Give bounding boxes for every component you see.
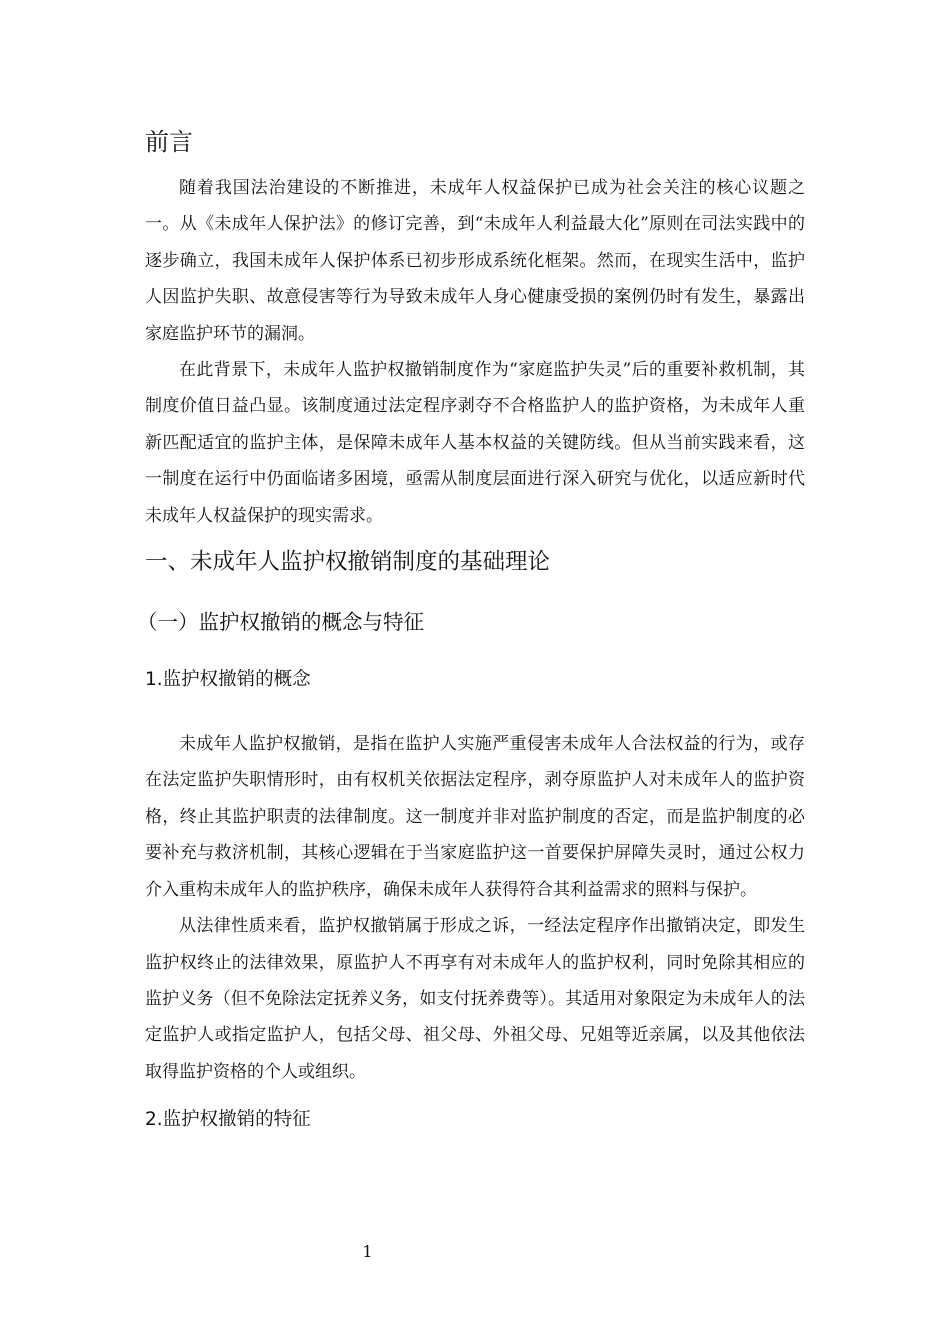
item-2-heading: 2.监护权撤销的特征 [145,1109,311,1131]
preface-paragraph-2: 在此背景下，未成年人监护权撤销制度作为“家庭监护失灵”后的重要补救机制，其制度价值日益凸显。该制度通过法定程序剥夺不合格监护人的监护资格，为未成年人重新匹配适宜的监护主体，是保障未成年人基本权益的关键防线。但从当前实践来看，这一制度在运行中仍面临诸多困境，亟需从制度层面进行深入研究与优化，以适应新时代未成年人权益保护的现实需求。 [145,360,805,526]
item-1-heading: 1.监护权撤销的概念 [145,669,311,691]
section-1-heading: 一、未成年人监护权撤销制度的基础理论 [145,549,551,576]
preface-heading: 前言 [145,128,193,156]
item-1-paragraph-1: 未成年人监护权撤销，是指在监护人实施严重侵害未成年人合法权益的行为，或存在法定监护失职情形时，由有权机关依据法定程序，剥夺原监护人对未成年人的监护资格，终止其监护职责的法律制度。这一制度并非对监护制度的否定，而是监护制度的必要补充与救济机制，其核心逻辑在于当家庭监护这一首要保护屏障失灵时，通过公权力介入重构未成年人的监护秩序，确保未成年人获得符合其利益需求的照料与保护。 [145,734,805,900]
item-1-paragraph-2: 从法律性质来看，监护权撤销属于形成之诉，一经法定程序作出撤销决定，即发生监护权终止的法律效果，原监护人不再享有对未成年人的监护权利，同时免除其相应的监护义务（但不免除法定抚养义务，如支付抚养费等）。其适用对象限定为未成年人的法定监护人或指定监护人，包括父母、祖父母、外祖父母、兄姐等近亲属，以及其他依法取得监护资格的个人或组织。 [145,916,805,1082]
page-number: 1 [362,1242,373,1261]
page-content [137,122,805,1138]
subsection-1-heading: （一）监护权撤销的概念与特征 [137,610,424,635]
preface-paragraph-1: 随着我国法治建设的不断推进，未成年人权益保护已成为社会关注的核心议题之一。从《未成年人保护法》的修订完善，到“未成年人利益最大化”原则在司法实践中的逐步确立，我国未成年人保护体系已初步形成系统化框架。然而，在现实生活中，监护人因监护失职、故意侵害等行为导致未成年人身心健康受损的案例仍时有发生，暴露出家庭监护环节的漏洞。 [145,178,805,344]
